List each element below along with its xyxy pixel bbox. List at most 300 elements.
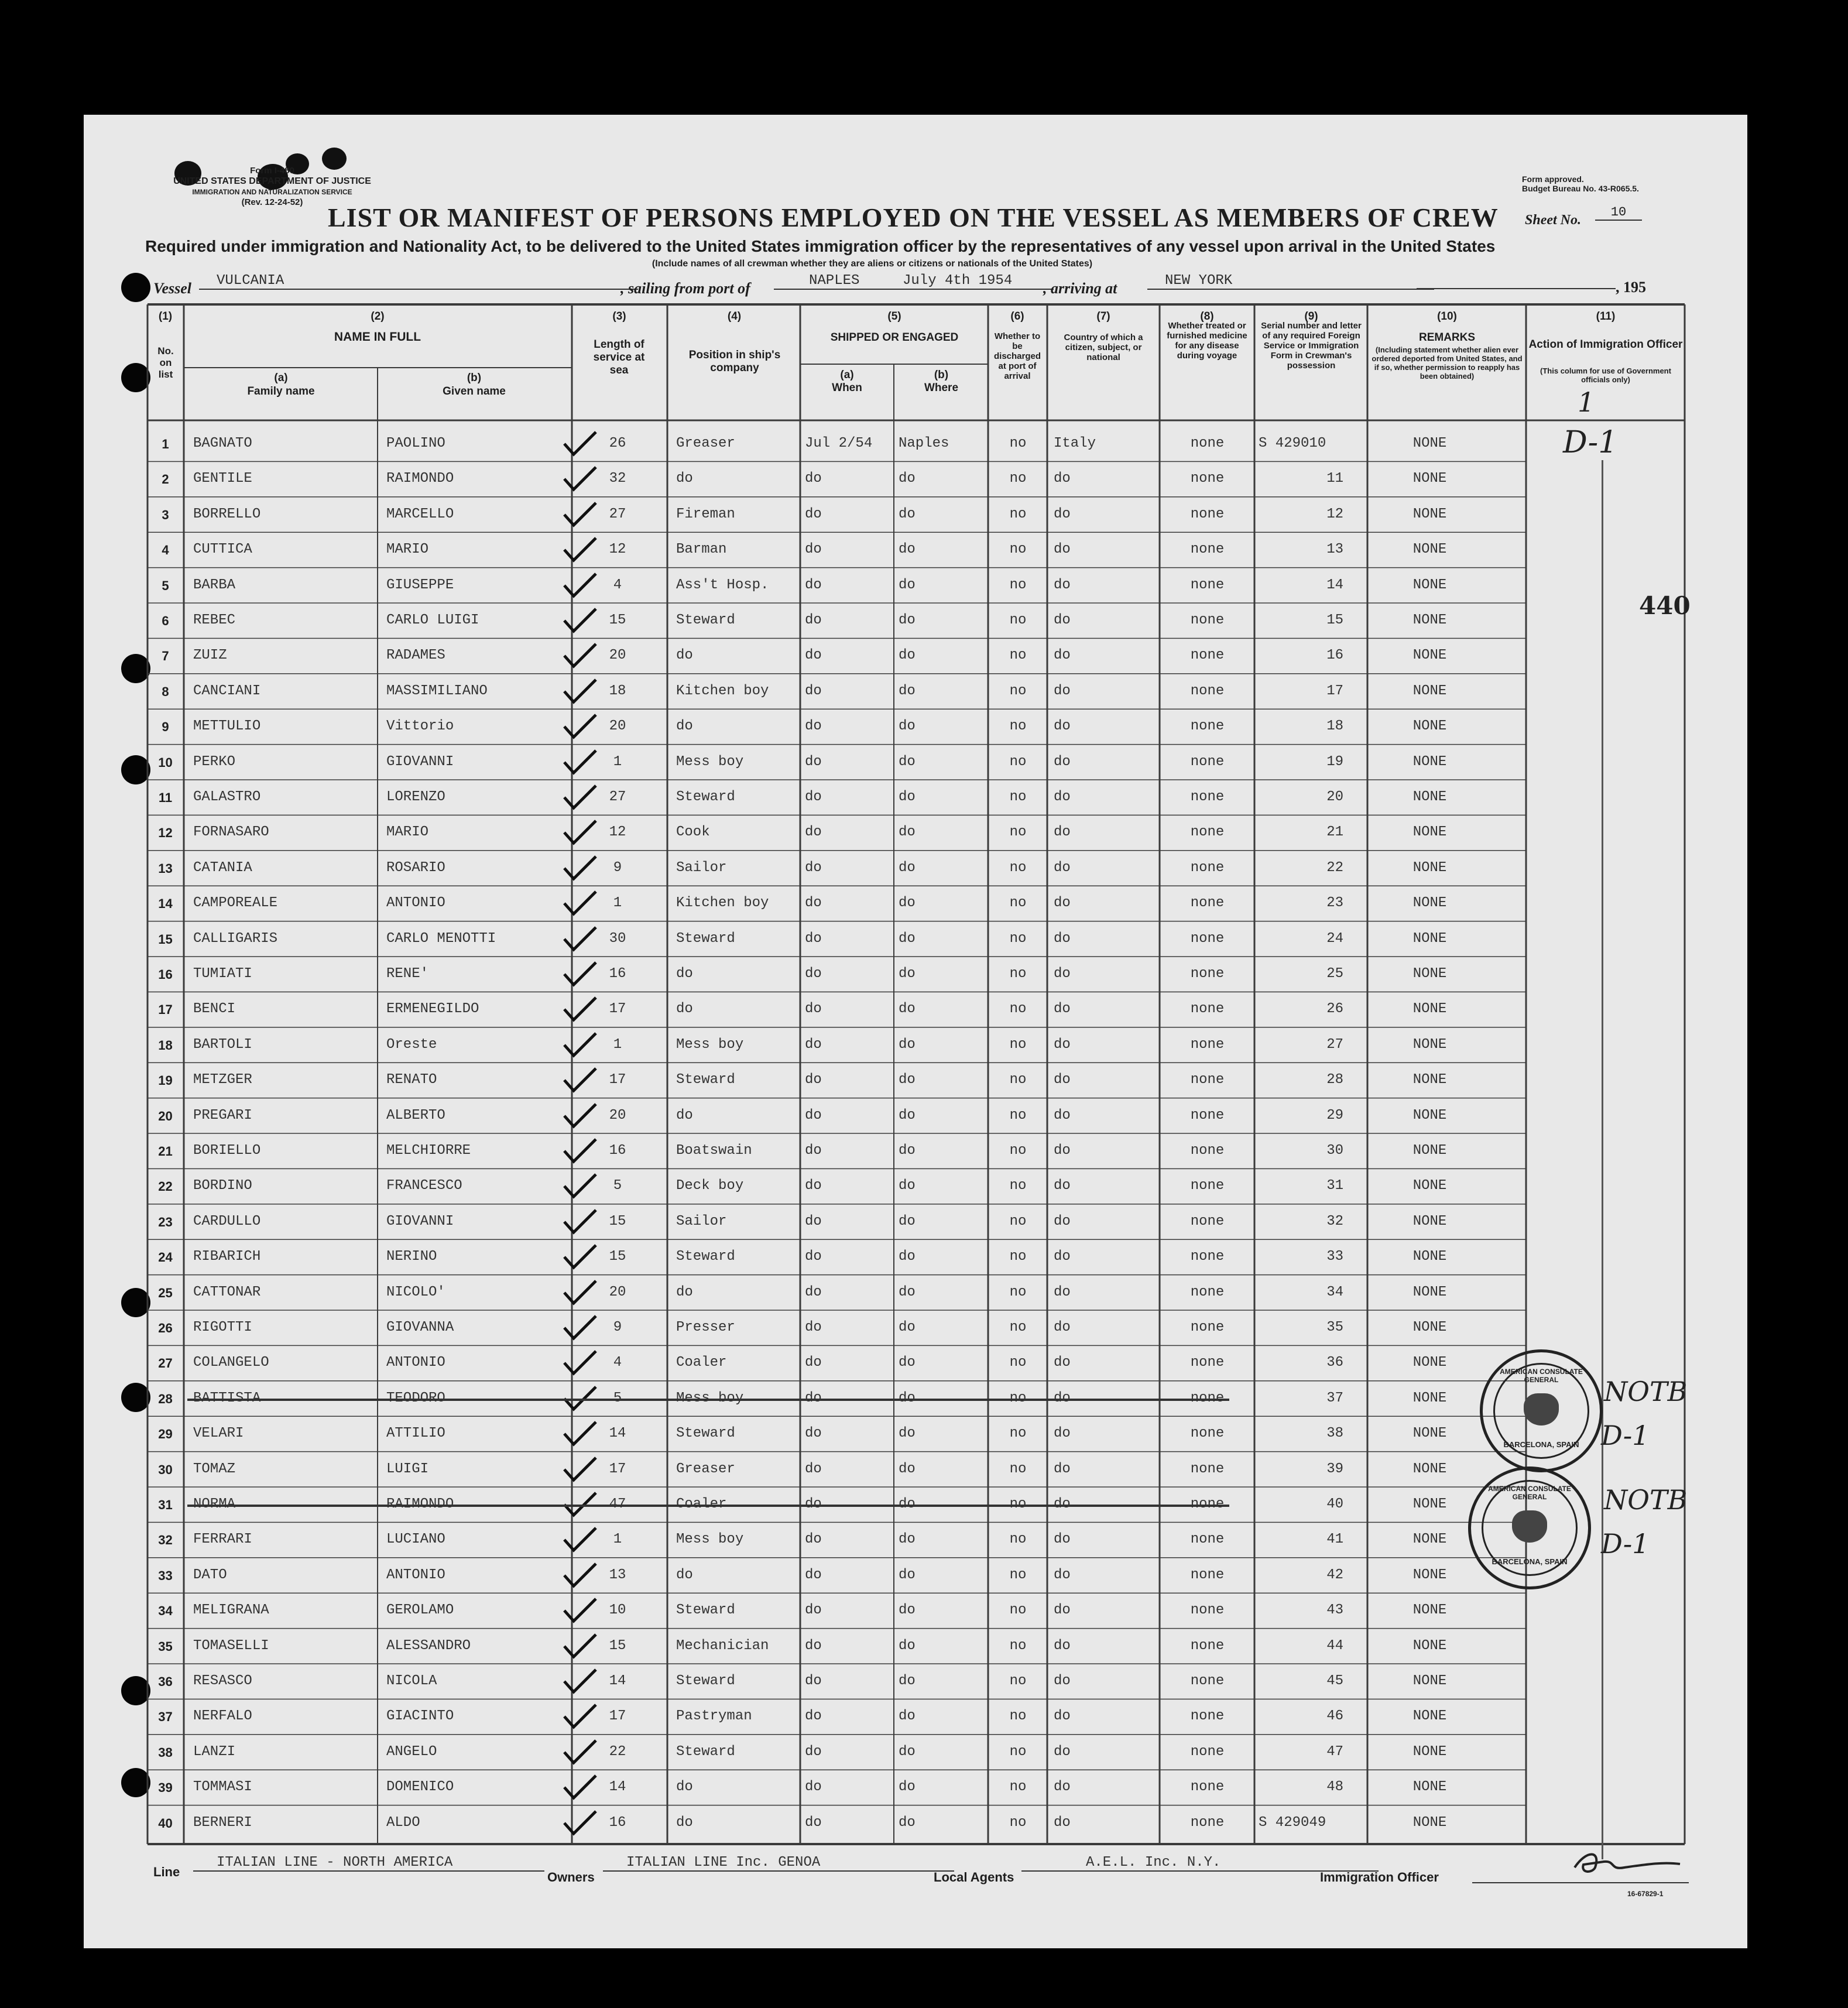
margin-number: 440: [1639, 591, 1691, 620]
cell-position: do: [676, 647, 693, 664]
cell-remarks: NONE: [1412, 1779, 1447, 1795]
cell-when: do: [805, 1461, 822, 1477]
cell-when: do: [805, 824, 822, 841]
cell-remarks: NONE: [1412, 471, 1447, 487]
notb-action: D-1: [1601, 1528, 1650, 1560]
cell-given: RAIMONDO: [386, 471, 454, 487]
cell-family: LANZI: [193, 1743, 236, 1760]
cell-years: 12: [609, 824, 626, 841]
cell-family: PREGARI: [193, 1107, 252, 1123]
check-mark-icon: [562, 1031, 598, 1058]
check-mark-icon: [562, 995, 598, 1022]
cell-position: Greaser: [676, 1461, 735, 1477]
cell-discharged: no: [1009, 859, 1027, 876]
cell-discharged: no: [1009, 1567, 1027, 1583]
check-mark-icon: [562, 430, 598, 457]
cell-serial: 48: [1326, 1779, 1343, 1795]
cell-where: do: [899, 1814, 916, 1831]
cell-discharged: no: [1009, 612, 1027, 628]
row-number: 13: [158, 861, 173, 876]
cell-where: do: [899, 789, 916, 805]
cell-medicine: none: [1190, 683, 1225, 699]
cell-when: do: [805, 1708, 822, 1725]
cell-position: Steward: [676, 612, 735, 628]
cell-given: DOMENICO: [386, 1779, 454, 1795]
cell-country: do: [1054, 1426, 1071, 1442]
cell-family: BENCI: [193, 1001, 236, 1017]
cell-position: Cook: [676, 824, 710, 841]
check-mark-icon: [562, 1667, 598, 1694]
cell-years: 16: [609, 1814, 626, 1831]
col2-header: NAME IN FULL: [334, 330, 421, 344]
cell-where: do: [899, 1673, 916, 1689]
cell-years: 1: [613, 895, 622, 912]
cell-given: ANTONIO: [386, 1567, 445, 1583]
cell-given: RENATO: [386, 1072, 437, 1088]
cell-years: 17: [609, 1001, 626, 1017]
cell-remarks: NONE: [1412, 1390, 1447, 1406]
cell-where: do: [899, 1426, 916, 1442]
cell-serial: 24: [1326, 930, 1343, 947]
cell-given: Vittorio: [386, 718, 454, 735]
departure-port: NAPLES: [774, 273, 891, 290]
col11-header: Action of Immigration Officer: [1528, 338, 1683, 351]
cell-given: Oreste: [386, 1036, 437, 1053]
cell-years: 13: [609, 1567, 626, 1583]
cell-medicine: none: [1190, 471, 1225, 487]
cell-discharged: no: [1009, 1673, 1027, 1689]
cell-discharged: no: [1009, 930, 1027, 947]
row-number: 17: [158, 1002, 173, 1017]
cell-years: 1: [613, 753, 622, 770]
cell-medicine: none: [1190, 1072, 1225, 1088]
cell-given: GIOVANNA: [386, 1320, 454, 1335]
cell-when: do: [805, 506, 822, 522]
cell-given: CARLO LUIGI: [386, 612, 479, 628]
cell-given: MELCHIORRE: [386, 1143, 471, 1159]
cell-remarks: NONE: [1412, 1496, 1447, 1512]
cell-years: 17: [609, 1461, 626, 1477]
check-mark-icon: [562, 1702, 598, 1729]
cell-position: do: [676, 1814, 693, 1831]
cell-remarks: NONE: [1412, 753, 1447, 770]
cell-serial: S 429010: [1259, 436, 1326, 451]
cell-medicine: none: [1190, 1036, 1225, 1053]
check-mark-icon: [562, 642, 598, 669]
cell-discharged: no: [1009, 542, 1027, 558]
cell-remarks: NONE: [1412, 1284, 1447, 1300]
cell-position: Mess boy: [676, 1531, 744, 1548]
stamp-text: AMERICAN CONSULATE GENERAL: [1500, 1368, 1583, 1384]
cell-where: do: [899, 824, 916, 841]
cell-where: do: [899, 1249, 916, 1265]
col3-number: (3): [612, 310, 626, 323]
row-number: 37: [158, 1709, 173, 1725]
cell-remarks: NONE: [1412, 612, 1447, 628]
cell-remarks: NONE: [1412, 1814, 1447, 1831]
cell-family: CAMPOREALE: [193, 895, 278, 912]
row-number: 6: [162, 614, 169, 628]
row-number: 29: [158, 1427, 173, 1442]
cell-position: Steward: [676, 1072, 735, 1088]
cell-years: 20: [609, 1107, 626, 1123]
cell-country: do: [1054, 683, 1071, 699]
cell-family: TOMMASI: [193, 1779, 252, 1795]
cell-given: MARCELLO: [386, 506, 454, 522]
cell-where: do: [899, 1213, 916, 1229]
row-number: 38: [158, 1745, 173, 1760]
page-title: LIST OR MANIFEST OF PERSONS EMPLOYED ON THE VESSEL AS MEMBERS OF CREW: [328, 203, 1499, 232]
cell-family: TOMASELLI: [193, 1637, 269, 1654]
row-number: 11: [158, 790, 173, 805]
cell-when: do: [805, 1567, 822, 1583]
cell-remarks: NONE: [1412, 436, 1447, 451]
cell-years: 9: [613, 1320, 622, 1335]
cell-country: do: [1054, 577, 1071, 593]
cell-discharged: no: [1009, 718, 1027, 735]
cell-medicine: none: [1190, 542, 1225, 558]
col9-header: Serial number and letter of any required Foreign Service or Immigration Form in Crewman's possession: [1261, 321, 1362, 371]
cell-medicine: none: [1190, 966, 1225, 982]
cell-family: NERFALO: [193, 1708, 252, 1725]
cell-where: do: [899, 647, 916, 664]
cell-discharged: no: [1009, 789, 1027, 805]
cell-family: BORDINO: [193, 1178, 252, 1194]
check-mark-icon: [562, 1314, 598, 1341]
cell-country: do: [1054, 1602, 1071, 1619]
cell-where: do: [899, 1107, 916, 1123]
cell-family: CARDULLO: [193, 1213, 261, 1229]
cell-position: do: [676, 1284, 693, 1300]
cell-remarks: NONE: [1412, 824, 1447, 841]
col11-note: (This column for use of Government officials only): [1540, 366, 1671, 384]
cell-discharged: no: [1009, 1072, 1027, 1088]
cell-discharged: no: [1009, 577, 1027, 593]
cell-country: do: [1054, 966, 1071, 982]
cell-medicine: none: [1190, 1178, 1225, 1194]
cell-when: do: [805, 930, 822, 947]
cell-given: MASSIMILIANO: [386, 683, 488, 699]
check-mark-icon: [562, 1596, 598, 1623]
cell-remarks: NONE: [1412, 1743, 1447, 1760]
cell-medicine: none: [1190, 718, 1225, 735]
cell-serial: 15: [1326, 612, 1343, 628]
cell-country: do: [1054, 859, 1071, 876]
cell-position: Steward: [676, 1249, 735, 1265]
cell-years: 18: [609, 683, 626, 699]
cell-serial: 29: [1326, 1107, 1343, 1123]
cell-when: Jul 2/54: [805, 436, 873, 451]
cell-given: ALDO: [386, 1814, 420, 1831]
check-mark-icon: [562, 1208, 598, 1235]
col3-header: Length of service at sea: [593, 338, 645, 376]
cell-country: do: [1054, 612, 1071, 628]
cell-country: do: [1054, 1072, 1071, 1088]
cell-years: 4: [613, 1355, 622, 1371]
cell-serial: 18: [1326, 718, 1343, 735]
cell-medicine: none: [1190, 824, 1225, 841]
cell-country: do: [1054, 895, 1071, 912]
col2b-header: Given name: [443, 385, 506, 398]
cell-when: do: [805, 1673, 822, 1689]
row-number: 5: [162, 578, 169, 593]
cell-position: Mess boy: [676, 1036, 744, 1053]
row-number: 14: [158, 896, 173, 912]
cell-remarks: NONE: [1412, 966, 1447, 982]
col5-number: (5): [887, 310, 901, 323]
cell-serial: 31: [1326, 1178, 1343, 1194]
col2a-header: Family name: [247, 385, 315, 398]
cell-medicine: none: [1190, 753, 1225, 770]
check-mark-icon: [562, 1172, 598, 1199]
cell-years: 12: [609, 542, 626, 558]
cell-position: do: [676, 1779, 693, 1795]
cell-position: do: [676, 718, 693, 735]
cell-discharged: no: [1009, 436, 1027, 451]
cell-where: Naples: [899, 436, 949, 451]
cell-family: CUTTICA: [193, 542, 252, 558]
local-agents-label: Local Agents: [934, 1870, 1014, 1884]
cell-discharged: no: [1009, 1814, 1027, 1831]
cell-medicine: none: [1190, 1284, 1225, 1300]
cell-country: do: [1054, 1178, 1071, 1194]
cell-discharged: no: [1009, 683, 1027, 699]
check-mark-icon: [562, 960, 598, 987]
cell-serial: 25: [1326, 966, 1343, 982]
cell-when: do: [805, 718, 822, 735]
cell-remarks: NONE: [1412, 1249, 1447, 1265]
cell-medicine: none: [1190, 506, 1225, 522]
consulate-stamp: [1480, 1349, 1603, 1472]
cell-remarks: NONE: [1412, 1637, 1447, 1654]
cell-given: ANGELO: [386, 1743, 437, 1760]
cell-discharged: no: [1009, 1779, 1027, 1795]
cell-medicine: none: [1190, 1320, 1225, 1335]
owners-value: ITALIAN LINE Inc. GENOA: [603, 1855, 954, 1872]
row-number: 34: [158, 1603, 173, 1619]
form-revision: (Rev. 12-24-52): [241, 197, 303, 207]
cell-position: do: [676, 966, 693, 982]
col7-header: Country of which a citizen, subject, or national: [1064, 333, 1143, 362]
cell-country: do: [1054, 1355, 1071, 1371]
cell-when: do: [805, 1249, 822, 1265]
cell-given: MARIO: [386, 542, 429, 558]
row-number: 26: [158, 1321, 173, 1335]
cell-family: REBEC: [193, 612, 236, 628]
cell-position: do: [676, 471, 693, 487]
cell-position: Steward: [676, 1426, 735, 1442]
cell-serial: 16: [1326, 647, 1343, 664]
cell-where: do: [899, 1036, 916, 1053]
row-number: 24: [158, 1250, 173, 1265]
cell-position: Steward: [676, 930, 735, 947]
cell-remarks: NONE: [1412, 1178, 1447, 1194]
cell-position: do: [676, 1001, 693, 1017]
cell-years: 20: [609, 718, 626, 735]
check-mark-icon: [562, 1243, 598, 1270]
cell-serial: 30: [1326, 1143, 1343, 1159]
cell-discharged: no: [1009, 1743, 1027, 1760]
cell-where: do: [899, 1320, 916, 1335]
notb-action: D-1: [1601, 1420, 1650, 1451]
cell-years: 16: [609, 966, 626, 982]
cell-country: do: [1054, 1673, 1071, 1689]
cell-serial: 39: [1326, 1461, 1343, 1477]
cell-medicine: none: [1190, 859, 1225, 876]
sailing-label: , sailing from port of: [620, 280, 750, 297]
check-mark-icon: [562, 1526, 598, 1553]
cell-given: ERMENEGILDO: [386, 1001, 479, 1017]
vessel-name: VULCANIA: [199, 273, 638, 290]
row-number: 22: [158, 1179, 173, 1194]
cell-medicine: none: [1190, 1213, 1225, 1229]
check-mark-icon: [562, 1279, 598, 1305]
col4-number: (4): [727, 310, 742, 323]
cell-remarks: NONE: [1412, 577, 1447, 593]
cell-serial: 42: [1326, 1567, 1343, 1583]
cell-discharged: no: [1009, 966, 1027, 982]
cell-serial: 27: [1326, 1036, 1343, 1053]
cell-medicine: none: [1190, 1779, 1225, 1795]
cell-where: do: [899, 1284, 916, 1300]
cell-position: Sailor: [676, 859, 727, 876]
row-number: 7: [162, 649, 169, 664]
cell-country: do: [1054, 930, 1071, 947]
cell-when: do: [805, 577, 822, 593]
cell-where: do: [899, 718, 916, 735]
row-number: 15: [158, 931, 173, 947]
check-mark-icon: [562, 925, 598, 952]
cell-remarks: NONE: [1412, 718, 1447, 735]
cell-country: do: [1054, 1001, 1071, 1017]
cell-when: do: [805, 753, 822, 770]
cell-remarks: NONE: [1412, 859, 1447, 876]
cell-medicine: none: [1190, 895, 1225, 912]
cell-given: ATTILIO: [386, 1426, 445, 1442]
col11-number: (11): [1596, 310, 1616, 323]
cell-when: do: [805, 1001, 822, 1017]
cell-discharged: no: [1009, 1531, 1027, 1548]
cell-when: do: [805, 1213, 822, 1229]
check-mark-icon: [562, 501, 598, 527]
cell-position: Steward: [676, 1743, 735, 1760]
cell-given: GEROLAMO: [386, 1602, 454, 1619]
cell-remarks: NONE: [1412, 542, 1447, 558]
cell-remarks: NONE: [1412, 506, 1447, 522]
cell-given: RADAMES: [386, 647, 445, 664]
col2-number: (2): [371, 310, 385, 323]
cell-given: LUIGI: [386, 1461, 429, 1477]
cell-years: 5: [613, 1178, 622, 1194]
year-suffix: , 195: [1616, 279, 1646, 296]
cell-position: Boatswain: [676, 1143, 752, 1159]
cell-when: do: [805, 1072, 822, 1088]
cell-country: do: [1054, 1143, 1071, 1159]
cell-family: BORRELLO: [193, 506, 261, 522]
cell-medicine: none: [1190, 577, 1225, 593]
cell-discharged: no: [1009, 1107, 1027, 1123]
cell-medicine: none: [1190, 1107, 1225, 1123]
cell-serial: 22: [1326, 859, 1343, 876]
cell-discharged: no: [1009, 647, 1027, 664]
cell-when: do: [805, 683, 822, 699]
cell-serial: 46: [1326, 1708, 1343, 1725]
cell-where: do: [899, 683, 916, 699]
cell-discharged: no: [1009, 506, 1027, 522]
cell-medicine: none: [1190, 612, 1225, 628]
row-number: 19: [158, 1073, 173, 1088]
cell-where: do: [899, 1602, 916, 1619]
cell-discharged: no: [1009, 471, 1027, 487]
cell-position: Deck boy: [676, 1178, 744, 1194]
cell-serial: 20: [1326, 789, 1343, 805]
col10-header: REMARKS: [1418, 331, 1476, 344]
col5b-letter: (b): [934, 369, 949, 381]
cell-given: LORENZO: [386, 789, 445, 805]
check-mark-icon: [562, 889, 598, 916]
cell-where: do: [899, 895, 916, 912]
cell-position: Steward: [676, 1673, 735, 1689]
cell-family: CANCIANI: [193, 683, 261, 699]
cell-family: FORNASARO: [193, 824, 269, 841]
check-mark-icon: [562, 1455, 598, 1482]
cell-serial: 17: [1326, 683, 1343, 699]
cell-serial: 28: [1326, 1072, 1343, 1088]
cell-position: Mechanician: [676, 1637, 769, 1654]
cell-years: 15: [609, 1249, 626, 1265]
col1-header: No. on list: [157, 345, 174, 380]
cell-remarks: NONE: [1412, 895, 1447, 912]
cell-country: do: [1054, 1461, 1071, 1477]
cell-remarks: NONE: [1412, 683, 1447, 699]
line-label: Line: [153, 1865, 180, 1879]
check-mark-icon: [562, 1066, 598, 1093]
cell-when: do: [805, 1284, 822, 1300]
cell-where: do: [899, 1743, 916, 1760]
officer-signature: [1569, 1844, 1686, 1879]
cell-where: do: [899, 1143, 916, 1159]
cell-remarks: NONE: [1412, 647, 1447, 664]
cell-position: Pastryman: [676, 1708, 752, 1725]
cell-when: do: [805, 1779, 822, 1795]
cell-country: do: [1054, 506, 1071, 522]
cell-when: do: [805, 1814, 822, 1831]
cell-discharged: no: [1009, 1213, 1027, 1229]
cell-where: do: [899, 542, 916, 558]
cell-medicine: none: [1190, 1249, 1225, 1265]
cell-remarks: NONE: [1412, 1602, 1447, 1619]
strike-through-line: [187, 1399, 1229, 1401]
cell-country: do: [1054, 1567, 1071, 1583]
cell-medicine: none: [1190, 1637, 1225, 1654]
cell-position: Coaler: [676, 1355, 727, 1371]
check-mark-icon: [562, 536, 598, 563]
cell-given: ALBERTO: [386, 1107, 445, 1123]
cell-serial: 23: [1326, 895, 1343, 912]
cell-years: 20: [609, 1284, 626, 1300]
cell-family: CATTONAR: [193, 1284, 261, 1300]
cell-family: METZGER: [193, 1072, 252, 1088]
cell-years: 32: [609, 471, 626, 487]
cell-serial: 38: [1326, 1426, 1343, 1442]
col5a-header: When: [832, 382, 862, 394]
cell-remarks: NONE: [1412, 1531, 1447, 1548]
cell-years: 14: [609, 1426, 626, 1442]
cell-when: do: [805, 895, 822, 912]
action-mark-d1: D-1: [1563, 425, 1618, 460]
cell-when: do: [805, 789, 822, 805]
stamp-text: BARCELONA, SPAIN: [1492, 1557, 1568, 1566]
